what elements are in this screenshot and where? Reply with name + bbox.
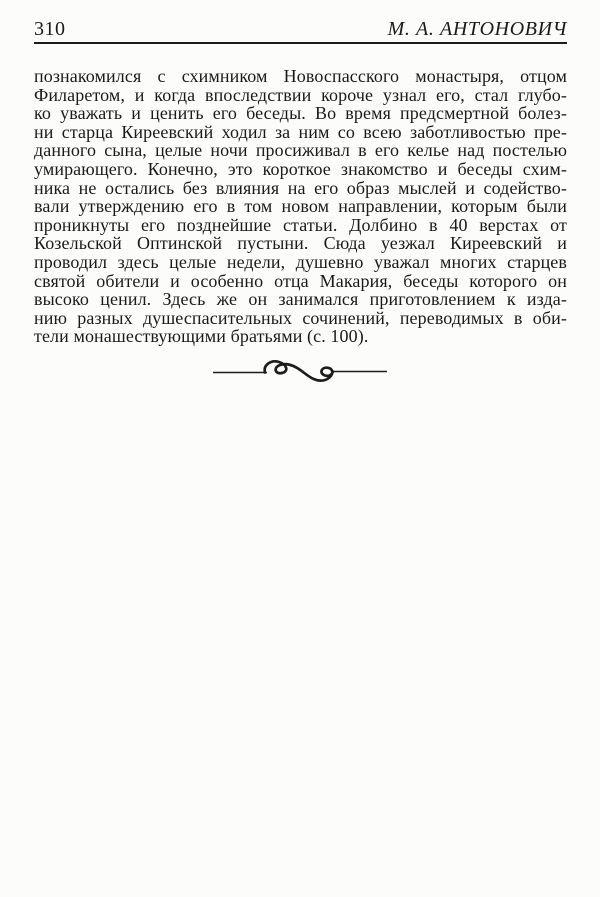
text-line: умирающего. Конечно, это короткое знакомство и беседы схим- xyxy=(34,158,567,179)
header-rule xyxy=(34,42,567,44)
text-line: данного сына, целые ночи просиживал в его келье над постелью xyxy=(34,140,567,161)
page-number: 310 xyxy=(34,18,66,40)
text-line: проводил здесь целые недели, душевно уважал многих старцев xyxy=(34,251,567,272)
running-title: М. А. АНТОНОВИЧ xyxy=(387,18,567,40)
text-line: Козельской Оптинской пустыни. Сюда уезжал Киреевский и xyxy=(34,233,567,254)
text-line: святой обители и особенно отца Макария, беседы которого он xyxy=(34,270,567,291)
page-content xyxy=(34,18,567,346)
text-line: проникнуты его позднейшие статьи. Долбино в 40 верстах от xyxy=(34,214,567,235)
text-line: Филаретом, и когда впоследствии короче узнал его, стал глубо- xyxy=(34,84,567,105)
text-line: ко уважать и ценить его беседы. Во время предсмертной болез- xyxy=(34,103,567,124)
section-divider xyxy=(211,354,389,390)
text-line: ни старца Киреевский ходил за ним со всею заботливостью пре- xyxy=(34,121,567,142)
text-line: познакомился с схимником Новоспасского монастыря, отцом xyxy=(34,66,567,86)
text-line: нию разных душеспасительных сочинений, переводимых в оби- xyxy=(34,307,567,328)
text-line: высоко ценил. Здесь же он занимался приготовлением к изда- xyxy=(34,289,567,310)
text-line: тели монашествующими братьями (с. 100). xyxy=(34,326,369,347)
text-line: ника не остались без влияния на его образ мыслей и содейство- xyxy=(34,177,567,198)
text-line: вали утверждению его в том новом направлении, которым были xyxy=(34,196,567,217)
paragraph xyxy=(34,67,567,346)
flourish-divider-icon xyxy=(211,354,389,390)
running-head xyxy=(34,18,567,40)
